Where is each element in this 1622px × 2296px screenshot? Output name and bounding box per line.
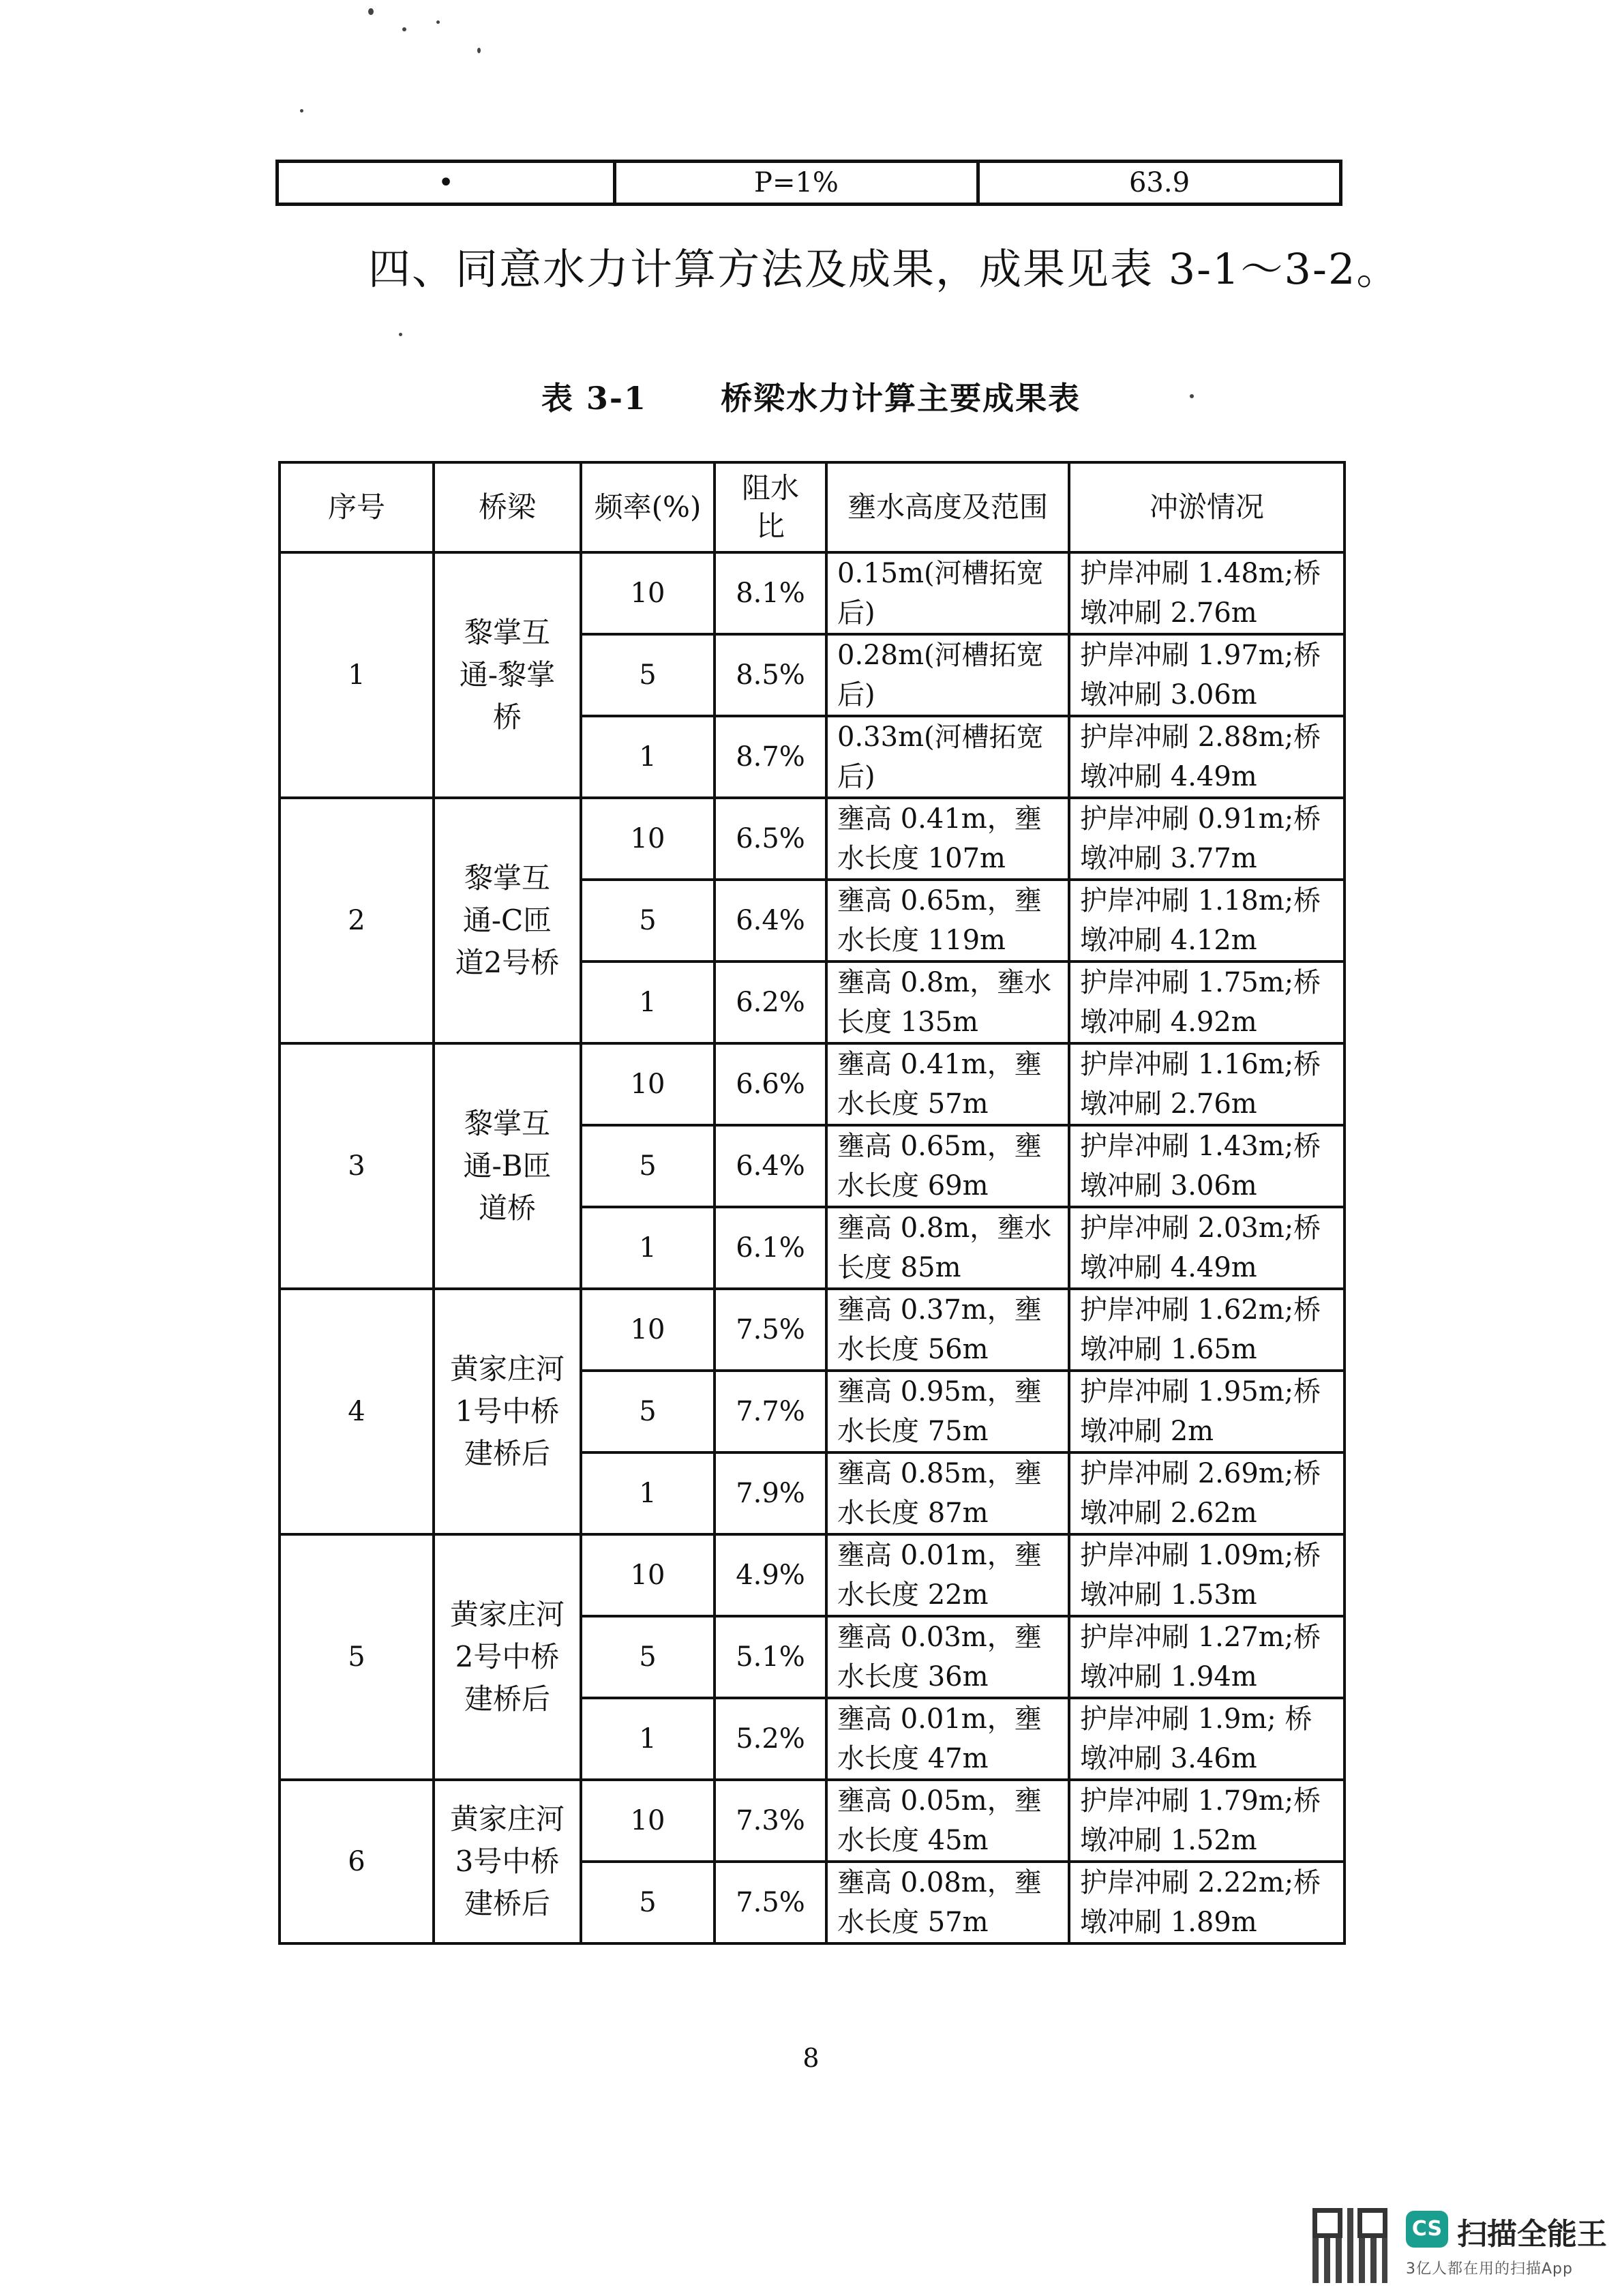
backwater-cell: 壅高 0.8m，壅水长度 85m — [826, 1207, 1069, 1289]
scour-cell: 护岸冲刷 2.03m;桥墩冲刷 4.49m — [1069, 1207, 1345, 1289]
app-name: 扫描全能王 — [1457, 2217, 1607, 2252]
backwater-cell: 壅高 0.65m，壅水长度 119m — [826, 880, 1069, 961]
frequency-cell: 1 — [581, 961, 715, 1043]
scour-cell: 护岸冲刷 1.9m; 桥墩冲刷 3.46m — [1069, 1698, 1345, 1780]
scanner-watermark — [1312, 2208, 1607, 2288]
blocking-ratio-cell: 6.4% — [715, 1125, 826, 1207]
table-title — [0, 374, 1622, 419]
table-row — [277, 162, 1341, 205]
frequency-cell: 10 — [581, 798, 715, 880]
scan-speck — [402, 27, 406, 31]
row-number: 2 — [280, 798, 434, 1043]
backwater-cell: 壅高 0.03m，壅水长度 36m — [826, 1616, 1069, 1698]
row-number: 3 — [280, 1043, 434, 1289]
scour-cell: 护岸冲刷 0.91m;桥墩冲刷 3.77m — [1069, 798, 1345, 880]
frequency-cell: 5 — [581, 1371, 715, 1452]
backwater-cell: 壅高 0.65m，壅水长度 69m — [826, 1125, 1069, 1207]
backwater-cell: 0.28m(河槽拓宽后) — [826, 634, 1069, 716]
blocking-ratio-cell: 8.5% — [715, 634, 826, 716]
table-header-row — [280, 462, 1345, 552]
blocking-ratio-cell: 6.1% — [715, 1207, 826, 1289]
bridge-name: 黎掌互通-B匝道桥 — [434, 1043, 581, 1289]
table-row — [280, 1043, 1345, 1125]
blocking-ratio-cell: 7.5% — [715, 1862, 826, 1943]
backwater-cell: 壅高 0.05m，壅水长度 45m — [826, 1780, 1069, 1862]
app-slogan: 3亿人都在用的扫描App — [1406, 2261, 1573, 2278]
app-logo-icon: CS — [1406, 2211, 1448, 2248]
backwater-cell: 0.15m(河槽拓宽后) — [826, 552, 1069, 634]
table-cell: 63.9 — [978, 162, 1341, 205]
conclusion-paragraph: 四、同意水力计算方法及成果，成果见表 3-1～3-2。 — [368, 244, 1400, 294]
row-number: 6 — [280, 1780, 434, 1943]
scour-cell: 护岸冲刷 1.43m;桥墩冲刷 3.06m — [1069, 1125, 1345, 1207]
scan-speck — [436, 20, 440, 24]
table-name: 桥梁水力计算主要成果表 — [721, 380, 1081, 417]
blocking-ratio-cell: 7.3% — [715, 1780, 826, 1862]
bridge-hydraulics-table — [278, 461, 1346, 1945]
blocking-ratio-cell: 6.5% — [715, 798, 826, 880]
table-cell: P=1% — [615, 162, 978, 205]
blocking-ratio-cell: 8.7% — [715, 716, 826, 798]
table-row — [280, 798, 1345, 880]
frequency-cell: 10 — [581, 1534, 715, 1616]
scour-cell: 护岸冲刷 2.69m;桥墩冲刷 2.62m — [1069, 1452, 1345, 1534]
backwater-cell: 壅高 0.85m，壅水长度 87m — [826, 1452, 1069, 1534]
backwater-cell: 壅高 0.41m，壅水长度 57m — [826, 1043, 1069, 1125]
blocking-ratio-cell: 7.5% — [715, 1289, 826, 1371]
table-row — [280, 552, 1345, 634]
frequency-cell: 5 — [581, 1125, 715, 1207]
header-no: 序号 — [280, 462, 434, 552]
scour-cell: 护岸冲刷 1.79m;桥墩冲刷 1.52m — [1069, 1780, 1345, 1862]
frequency-cell: 5 — [581, 634, 715, 716]
scour-cell: 护岸冲刷 2.22m;桥墩冲刷 1.89m — [1069, 1862, 1345, 1943]
table-row — [280, 1289, 1345, 1371]
frequency-cell: 5 — [581, 1862, 715, 1943]
scour-cell: 护岸冲刷 1.62m;桥墩冲刷 1.65m — [1069, 1289, 1345, 1371]
blocking-ratio-cell: 5.2% — [715, 1698, 826, 1780]
header-backwater: 壅水高度及范围 — [826, 462, 1069, 552]
scour-cell: 护岸冲刷 1.16m;桥墩冲刷 2.76m — [1069, 1043, 1345, 1125]
blocking-ratio-cell: 7.7% — [715, 1371, 826, 1452]
header-blocking-ratio: 阻水比 — [715, 462, 826, 552]
frequency-cell: 1 — [581, 1698, 715, 1780]
scour-cell: 护岸冲刷 1.27m;桥墩冲刷 1.94m — [1069, 1616, 1345, 1698]
scour-cell: 护岸冲刷 1.97m;桥墩冲刷 3.06m — [1069, 634, 1345, 716]
scour-cell: 护岸冲刷 1.75m;桥墩冲刷 4.92m — [1069, 961, 1345, 1043]
frequency-cell: 10 — [581, 1780, 715, 1862]
frequency-cell: 1 — [581, 1207, 715, 1289]
backwater-cell: 壅高 0.01m，壅水长度 47m — [826, 1698, 1069, 1780]
bridge-name: 黎掌互通-C匝道2号桥 — [434, 798, 581, 1043]
table-row — [280, 1780, 1345, 1862]
scour-cell: 护岸冲刷 1.09m;桥墩冲刷 1.53m — [1069, 1534, 1345, 1616]
blocking-ratio-cell: 6.6% — [715, 1043, 826, 1125]
table-row — [280, 1534, 1345, 1616]
scour-cell: 护岸冲刷 1.95m;桥墩冲刷 2m — [1069, 1371, 1345, 1452]
row-number: 4 — [280, 1289, 434, 1534]
blocking-ratio-cell: 5.1% — [715, 1616, 826, 1698]
blocking-ratio-cell: 4.9% — [715, 1534, 826, 1616]
scan-speck — [477, 48, 481, 53]
scan-speck — [368, 8, 374, 15]
bridge-name: 黄家庄河2号中桥建桥后 — [434, 1534, 581, 1780]
blocking-ratio-cell: 6.4% — [715, 880, 826, 961]
scan-speck — [399, 333, 402, 336]
row-number: 1 — [280, 552, 434, 798]
frequency-cell: 10 — [581, 1043, 715, 1125]
backwater-cell: 壅高 0.08m，壅水长度 57m — [826, 1862, 1069, 1943]
header-scour: 冲淤情况 — [1069, 462, 1345, 552]
frequency-cell: 10 — [581, 552, 715, 634]
blocking-ratio-cell: 8.1% — [715, 552, 826, 634]
backwater-cell: 壅高 0.41m，壅水长度 107m — [826, 798, 1069, 880]
backwater-cell: 壅高 0.95m，壅水长度 75m — [826, 1371, 1069, 1452]
frequency-cell: 10 — [581, 1289, 715, 1371]
frequency-cell: 1 — [581, 716, 715, 798]
page-number: 8 — [802, 2043, 820, 2073]
blocking-ratio-cell: 7.9% — [715, 1452, 826, 1534]
frequency-cell: 5 — [581, 880, 715, 961]
scan-speck — [300, 109, 303, 113]
scour-cell: 护岸冲刷 2.88m;桥墩冲刷 4.49m — [1069, 716, 1345, 798]
scour-cell: 护岸冲刷 1.48m;桥墩冲刷 2.76m — [1069, 552, 1345, 634]
bridge-name: 黄家庄河1号中桥建桥后 — [434, 1289, 581, 1534]
bridge-name: 黄家庄河3号中桥建桥后 — [434, 1780, 581, 1943]
previous-table-fragment — [275, 160, 1342, 206]
frequency-cell: 5 — [581, 1616, 715, 1698]
header-frequency: 频率(%) — [581, 462, 715, 552]
bridge-name: 黎掌互通-黎掌桥 — [434, 552, 581, 798]
backwater-cell: 壅高 0.37m，壅水长度 56m — [826, 1289, 1069, 1371]
header-bridge: 桥梁 — [434, 462, 581, 552]
backwater-cell: 壅高 0.8m，壅水长度 135m — [826, 961, 1069, 1043]
scour-cell: 护岸冲刷 1.18m;桥墩冲刷 4.12m — [1069, 880, 1345, 961]
frequency-cell: 1 — [581, 1452, 715, 1534]
backwater-cell: 壅高 0.01m，壅水长度 22m — [826, 1534, 1069, 1616]
blocking-ratio-cell: 6.2% — [715, 961, 826, 1043]
table-cell: • — [277, 162, 615, 205]
row-number: 5 — [280, 1534, 434, 1780]
qr-code-icon — [1312, 2208, 1387, 2283]
backwater-cell: 0.33m(河槽拓宽后) — [826, 716, 1069, 798]
table-number: 表 3-1 — [541, 380, 648, 417]
